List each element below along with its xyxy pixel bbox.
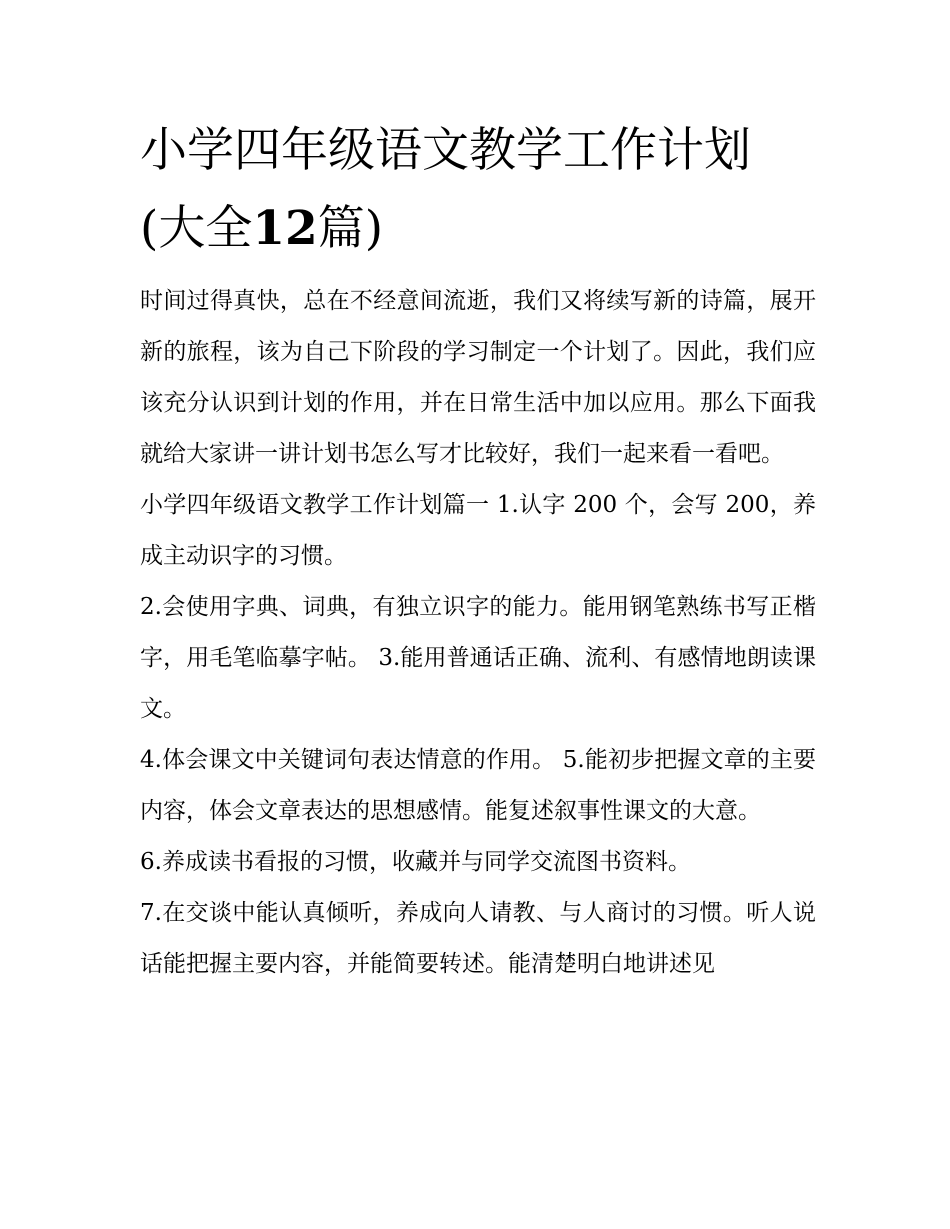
title-line-2-open: (大全 — [140, 201, 253, 256]
plan-item-2-3: 2.会使用字典、词典，有独立识字的能力。能用钢笔熟练书写正楷字，用毛笔临摹字帖。 3.能用普通话正确、流利、有感情地朗读课文。 — [140, 594, 816, 722]
plan-item-4-5: 4.体会课文中关键词句表达情意的作用。 5.能初步把握文章的主要内容，体会文章表达的思想感情。能复述叙事性课文的大意。 — [140, 747, 816, 824]
title-line-2-number: 12 — [252, 201, 318, 256]
title-line-2-close: 篇) — [317, 201, 384, 256]
plan-item-1: 小学四年级语文教学工作计划篇一 1.认字 200 个，会写 200，养成主动识字的习惯。 — [140, 492, 816, 569]
plan-item-7: 7.在交谈中能认真倾听，养成向人请教、与人商讨的习惯。听人说话能把握主要内容，并能简要转述。能清楚明白地讲述见 — [140, 900, 816, 977]
plan-item-6: 6.养成读书看报的习惯，收藏并与同学交流图书资料。 — [140, 849, 691, 875]
intro-paragraph: 时间过得真快，总在不经意间流逝，我们又将续写新的诗篇，展开新的旅程，该为自己下阶段的学习制定一个计划了。因此，我们应该充分认识到计划的作用，并在日常生活中加以应用。那么下面我就给大家讲一讲计划书怎么写才比较好，我们一起来看一看吧。 — [140, 288, 816, 467]
document-body — [140, 112, 816, 990]
title-line-1: 小学四年级语文教学工作计划 — [140, 123, 751, 178]
document-title — [140, 112, 816, 268]
